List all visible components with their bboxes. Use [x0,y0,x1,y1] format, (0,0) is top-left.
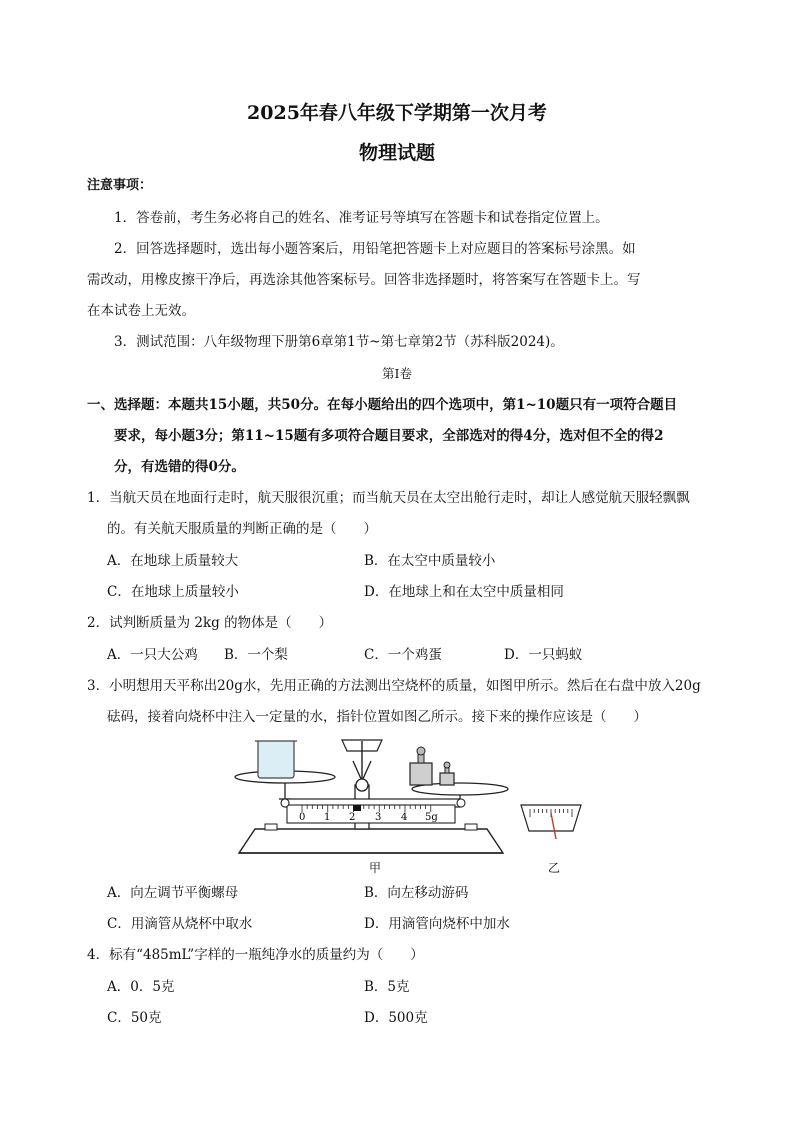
weight-large [410,763,432,785]
q4-option-b: B．5克 [364,979,410,995]
q1-option-d: D．在地球上和在太空中质量相同 [364,584,564,600]
section1-line-1: 一、选择题：本题共15小题，共50分。在每小题给出的四个选项中，第1~10题只有一项符合题目 [87,397,678,413]
q2-option-c: C．一个鸡蛋 [364,647,442,663]
figure-label-jia: 甲 [369,861,382,875]
pointer-dial-yi [521,805,581,831]
scale-tick-label: 3 [375,812,382,823]
notice-item-1: 1．答卷前，考生务必将自己的姓名、准考证号等填写在答题卡和试卷指定位置上。 [114,210,609,226]
q4-stem: 4．标有“485mL”字样的一瓶纯净水的质量约为（ ） [87,947,424,963]
section1-line-3: 分，有选错的得0分。 [114,459,245,475]
q1-option-c: C．在地球上质量较小 [107,584,239,600]
q3-option-b: B．向左移动游码 [364,885,469,901]
scale-tick-label: 0 [299,812,306,823]
balance-figure [225,733,585,875]
q3-option-c: C．用滴管从烧杯中取水 [107,916,253,932]
q4-option-d: D．500克 [364,1010,428,1026]
q2-option-d: D．一只蚂蚁 [504,647,583,663]
notice-heading: 注意事项： [87,178,153,193]
q2-option-a: A．一只大公鸡 [107,647,198,663]
balance-base [239,829,503,853]
scale-tick-label: 1 [324,812,331,823]
exam-title: 2025年春八年级下学期第一次月考 [247,102,547,124]
weight-small [440,773,454,785]
scale-tick-label: 2 [349,812,356,823]
scale-tick-label: 5g [425,812,438,823]
rider-weight [353,805,361,811]
q2-stem: 2．试判断质量为 2kg 的物体是（ ） [87,615,333,631]
q1-option-b: B．在太空中质量较小 [364,553,496,569]
q1-stem-line-2: 的。有关航天服质量的判断正确的是（ ） [107,521,377,537]
volume-label: 第I卷 [382,366,412,381]
q4-option-c: C．50克 [107,1010,162,1026]
q1-option-a: A．在地球上质量较大 [107,553,239,569]
scale-tick-label: 4 [401,812,408,823]
q3-stem-line-2: 砝码，接着向烧杯中注入一定量的水，指针位置如图乙所示。接下来的操作应该是（ ） [107,709,647,725]
notice-item-2-line-1: 2．回答选择题时，选出每小题答案后，用铅笔把答题卡上对应题目的答案标号涂黑。如 [114,241,636,257]
balance-nut-right [457,799,465,807]
notice-item-2-line-3: 在本试卷上无效。 [87,303,195,319]
balance-nut-left [281,799,289,807]
beaker [258,741,294,778]
section1-line-2: 要求，每小题3分；第11~15题有多项符合题目要求，全部选对的得4分，选对但不全的得2 [114,428,664,444]
q3-option-d: D．用滴管向烧杯中加水 [364,916,510,932]
q1-stem-line-1: 1．当航天员在地面行走时，航天服很沉重；而当航天员在太空出舱行走时，却让人感觉航天服轻飘飘 [87,490,690,506]
figure-label-yi: 乙 [548,861,561,875]
exam-subtitle: 物理试题 [358,142,435,164]
notice-item-3: 3．测试范围：八年级物理下册第6章第1节~第七章第2节（苏科版2024)。 [114,334,564,350]
q3-option-a: A．向左调节平衡螺母 [107,885,239,901]
q3-stem-line-1: 3．小明想用天平称出20g水，先用正确的方法测出空烧杯的质量，如图甲所示。然后在右盘中放入20g [87,678,701,694]
balance-diagram [225,733,585,863]
q2-option-b: B．一个梨 [224,647,288,663]
q4-option-a: A．0．5克 [107,979,175,995]
notice-item-2-line-2: 需改动，用橡皮擦干净后，再选涂其他答案标号。回答非选择题时，将答案写在答题卡上。写 [87,272,641,288]
